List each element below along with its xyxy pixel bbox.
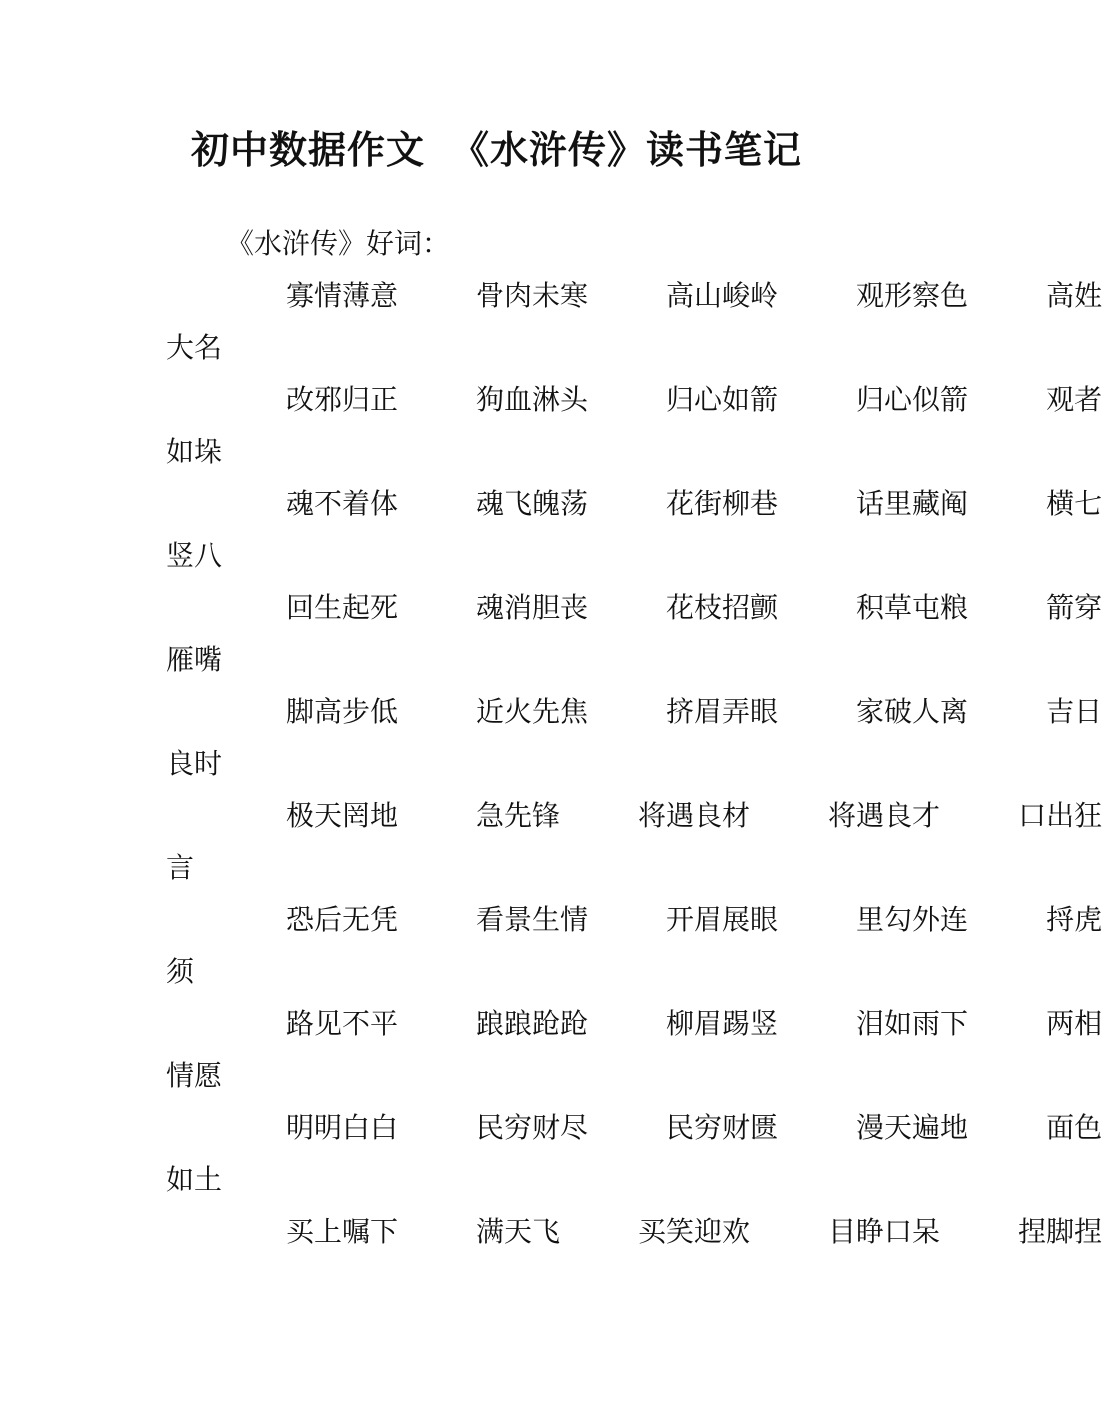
word-line-continuation: 雁嘴: [166, 643, 223, 676]
word-line-continuation: 如土: [166, 1163, 223, 1196]
word-item: 满天飞: [476, 1215, 561, 1248]
word-item: 将遇良才: [828, 799, 941, 832]
word-item: 目睁口呆: [828, 1215, 941, 1248]
title-part2: 《水浒传》读书笔记: [451, 128, 803, 172]
word-line-continuation: 情愿: [166, 1059, 223, 1092]
word-item: 狗血淋头: [476, 383, 589, 416]
title-part1: 初中数据作文: [190, 128, 425, 172]
word-item: 高姓: [1046, 279, 1102, 312]
word-item: 明明白白: [286, 1111, 399, 1144]
word-item: 买上嘱下: [286, 1215, 399, 1248]
word-item: 面色: [1046, 1111, 1102, 1144]
word-item: 路见不平: [286, 1007, 399, 1040]
word-item: 骨肉未寒: [476, 279, 589, 312]
word-item: 民穷财匮: [666, 1111, 779, 1144]
word-item: 归心似箭: [856, 383, 969, 416]
word-item: 积草屯粮: [856, 591, 969, 624]
word-item: 箭穿: [1046, 591, 1102, 624]
word-item: 里勾外连: [856, 903, 969, 936]
word-line: [166, 686, 1102, 738]
word-line-continuation: 须: [166, 955, 195, 988]
word-line-continuation: 大名: [166, 331, 223, 364]
word-item: 观者: [1046, 383, 1102, 416]
word-item: 高山峻岭: [666, 279, 779, 312]
word-item: 回生起死: [286, 591, 399, 624]
word-list: [166, 270, 1102, 1258]
word-item: 将遇良材: [638, 799, 751, 832]
word-item: 开眉展眼: [666, 903, 779, 936]
word-line: [166, 478, 1102, 530]
word-item: 近火先焦: [476, 695, 589, 728]
word-item: 捏脚捏: [1018, 1215, 1102, 1248]
word-line-continuation: 竖八: [166, 539, 223, 572]
word-item: 横七: [1046, 487, 1102, 520]
word-item: 急先锋: [476, 799, 561, 832]
word-item: 两相: [1046, 1007, 1102, 1040]
word-item: 买笑迎欢: [638, 1215, 751, 1248]
word-item: 柳眉踢竖: [666, 1007, 779, 1040]
word-item: 改邪归正: [286, 383, 399, 416]
word-item: 归心如箭: [666, 383, 779, 416]
word-item: 漫天遍地: [856, 1111, 969, 1144]
word-item: 民穷财尽: [476, 1111, 589, 1144]
word-item: 挤眉弄眼: [666, 695, 779, 728]
word-line-continuation: 良时: [166, 747, 223, 780]
word-item: 魂不着体: [286, 487, 399, 520]
word-item: 脚高步低: [286, 695, 399, 728]
word-item: 泪如雨下: [856, 1007, 969, 1040]
word-item: 花枝招颤: [666, 591, 779, 624]
word-item: 口出狂: [1018, 799, 1102, 832]
word-item: 寡情薄意: [286, 279, 399, 312]
document-title: [0, 120, 993, 180]
word-line: [166, 998, 1102, 1050]
word-item: 吉日: [1046, 695, 1102, 728]
word-line: [166, 1102, 1102, 1154]
word-line: [166, 374, 1102, 426]
word-line-continuation: 言: [166, 851, 195, 884]
word-item: 魂飞魄荡: [476, 487, 589, 520]
word-line: [166, 270, 1102, 322]
word-line: [166, 1206, 1102, 1258]
word-item: 话里藏阄: [856, 487, 969, 520]
word-item: 魂消胆丧: [476, 591, 589, 624]
word-line: [166, 894, 1102, 946]
word-line: [166, 790, 1102, 842]
word-item: 极天罔地: [286, 799, 399, 832]
document-body: [166, 218, 1102, 1258]
word-item: 观形察色: [856, 279, 969, 312]
word-item: 恐后无凭: [286, 903, 399, 936]
word-item: 花街柳巷: [666, 487, 779, 520]
word-item: 踉踉跄跄: [476, 1007, 589, 1040]
word-line: [166, 582, 1102, 634]
word-item: 看景生情: [476, 903, 589, 936]
word-item: 家破人离: [856, 695, 969, 728]
section-heading: 《水浒传》好词：: [226, 227, 451, 260]
word-line-continuation: 如垛: [166, 435, 223, 468]
word-item: 捋虎: [1046, 903, 1102, 936]
